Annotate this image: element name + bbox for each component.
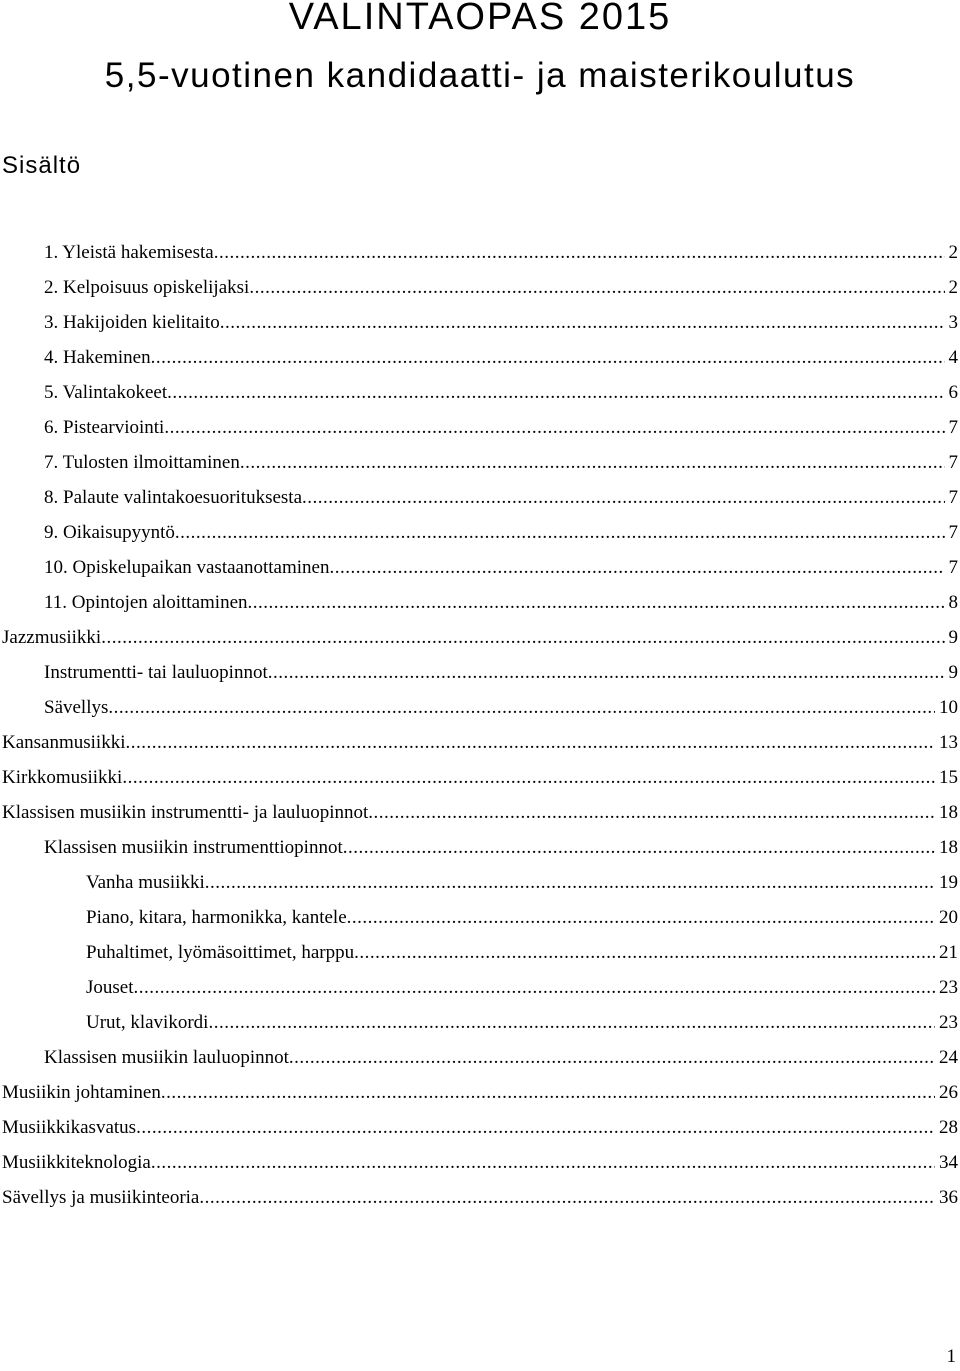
- toc-dot-leader: [108, 690, 935, 725]
- toc-dot-leader: [368, 795, 935, 830]
- toc-dot-leader: [302, 480, 944, 515]
- toc-entry-label: Musiikin johtaminen: [2, 1082, 161, 1103]
- toc-entry-label: Musiikkikasvatus: [2, 1117, 137, 1138]
- toc-entry-page: 9: [948, 627, 958, 648]
- toc-dot-leader: [329, 550, 944, 585]
- toc-entry-page: 28: [939, 1117, 958, 1138]
- toc-entry-label: 5. Valintakokeet: [44, 382, 168, 403]
- toc-entry-label: Vanha musiikki: [86, 872, 205, 893]
- toc-entry[interactable]: [0, 760, 958, 795]
- toc-dot-leader: [240, 445, 945, 480]
- document-subtitle: 5,5-vuotinen kandidaatti- ja maisterikoulutus: [104, 56, 856, 95]
- toc-dot-leader: [134, 970, 936, 1005]
- toc-entry-page: 18: [939, 802, 958, 823]
- toc-dot-leader: [220, 305, 945, 340]
- toc-entry[interactable]: [0, 270, 958, 305]
- toc-dot-leader: [151, 340, 945, 375]
- table-of-contents: [0, 235, 958, 1215]
- toc-entry-page: 7: [948, 417, 958, 438]
- toc-entry[interactable]: [0, 725, 958, 760]
- toc-entry[interactable]: [0, 445, 958, 480]
- toc-dot-leader: [343, 830, 935, 865]
- toc-entry[interactable]: [0, 340, 958, 375]
- toc-dot-leader: [136, 1110, 935, 1145]
- toc-entry-page: 9: [948, 662, 958, 683]
- toc-entry-page: 7: [948, 522, 958, 543]
- toc-entry-label: 10. Opiskelupaikan vastaanottaminen: [44, 557, 330, 578]
- toc-entry-page: 19: [939, 872, 958, 893]
- toc-entry[interactable]: [0, 550, 958, 585]
- toc-entry[interactable]: [0, 865, 958, 900]
- toc-entry[interactable]: [0, 690, 958, 725]
- toc-dot-leader: [347, 900, 935, 935]
- toc-entry-label: 7. Tulosten ilmoittaminen: [44, 452, 240, 473]
- toc-entry[interactable]: [0, 375, 958, 410]
- toc-entry-label: Musiikkiteknologia: [2, 1152, 151, 1173]
- toc-entry-page: 20: [939, 907, 958, 928]
- toc-entry-page: 36: [939, 1187, 958, 1208]
- toc-entry-label: Jouset: [86, 977, 134, 998]
- toc-entry[interactable]: [0, 1075, 958, 1110]
- toc-dot-leader: [164, 410, 944, 445]
- toc-entry-label: Jazzmusiikki: [2, 627, 102, 648]
- toc-entry-page: 23: [939, 1012, 958, 1033]
- toc-entry-label: Kansanmusiikki: [2, 732, 126, 753]
- toc-entry-page: 18: [939, 837, 958, 858]
- toc-entry-label: Puhaltimet, lyömäsoittimet, harppu: [86, 942, 355, 963]
- toc-entry-label: 6. Pistearviointi: [44, 417, 165, 438]
- toc-entry-label: 2. Kelpoisuus opiskelijaksi: [44, 277, 250, 298]
- toc-dot-leader: [122, 760, 935, 795]
- toc-entry-label: Klassisen musiikin lauluopinnot: [44, 1047, 289, 1068]
- toc-entry-label: 1. Yleistä hakemisesta: [44, 242, 214, 263]
- toc-entry-label: Klassisen musiikin instrumentti- ja lauluopinnot: [2, 802, 369, 823]
- toc-entry-page: 3: [948, 312, 958, 333]
- toc-entry[interactable]: [0, 235, 958, 270]
- toc-dot-leader: [161, 1075, 935, 1110]
- toc-entry[interactable]: [0, 305, 958, 340]
- toc-entry[interactable]: [0, 1110, 958, 1145]
- toc-entry-page: 2: [948, 242, 958, 263]
- toc-entry-label: Sävellys ja musiikinteoria: [2, 1187, 200, 1208]
- toc-dot-leader: [354, 935, 935, 970]
- toc-entry-label: Piano, kitara, harmonikka, kantele: [86, 907, 347, 928]
- toc-entry[interactable]: [0, 585, 958, 620]
- toc-entry-page: 34: [939, 1152, 958, 1173]
- toc-entry[interactable]: [0, 1040, 958, 1075]
- toc-dot-leader: [175, 515, 945, 550]
- toc-entry[interactable]: [0, 1145, 958, 1180]
- toc-entry-label: Instrumentti- tai lauluopinnot: [44, 662, 268, 683]
- toc-entry[interactable]: [0, 515, 958, 550]
- toc-dot-leader: [126, 725, 936, 760]
- toc-entry-label: 3. Hakijoiden kielitaito: [44, 312, 220, 333]
- toc-entry-label: Klassisen musiikin instrumenttiopinnot: [44, 837, 343, 858]
- toc-entry-page: 8: [948, 592, 958, 613]
- toc-entry[interactable]: [0, 935, 958, 970]
- toc-dot-leader: [205, 865, 935, 900]
- toc-dot-leader: [167, 375, 944, 410]
- toc-entry[interactable]: [0, 620, 958, 655]
- toc-entry-page: 26: [939, 1082, 958, 1103]
- toc-entry[interactable]: [0, 1005, 958, 1040]
- toc-dot-leader: [268, 655, 945, 690]
- page-number: 1: [946, 1346, 956, 1367]
- toc-entry-label: 4. Hakeminen: [44, 347, 151, 368]
- toc-entry-page: 15: [939, 767, 958, 788]
- toc-dot-leader: [214, 235, 945, 270]
- toc-entry-page: 6: [948, 382, 958, 403]
- toc-entry[interactable]: [0, 410, 958, 445]
- toc-dot-leader: [208, 1005, 935, 1040]
- toc-dot-leader: [248, 585, 945, 620]
- toc-dot-leader: [289, 1040, 935, 1075]
- toc-dot-leader: [199, 1180, 935, 1215]
- toc-entry[interactable]: [0, 795, 958, 830]
- toc-dot-leader: [151, 1145, 935, 1180]
- toc-entry-label: Sävellys: [44, 697, 109, 718]
- toc-entry[interactable]: [0, 830, 958, 865]
- toc-entry-label: Urut, klavikordi: [86, 1012, 209, 1033]
- toc-entry-page: 24: [939, 1047, 958, 1068]
- toc-entry[interactable]: [0, 970, 958, 1005]
- toc-entry-page: 7: [948, 452, 958, 473]
- toc-dot-leader: [249, 270, 944, 305]
- toc-entry[interactable]: [0, 900, 958, 935]
- toc-entry-page: 10: [939, 697, 958, 718]
- toc-entry-page: 2: [948, 277, 958, 298]
- document-title: VALINTAOPAS 2015: [288, 0, 672, 38]
- toc-entry-page: 7: [948, 557, 958, 578]
- toc-entry-page: 21: [939, 942, 958, 963]
- toc-entry-label: 9. Oikaisupyyntö: [44, 522, 175, 543]
- toc-entry-page: 13: [939, 732, 958, 753]
- toc-entry-page: 7: [948, 487, 958, 508]
- toc-entry[interactable]: [0, 655, 958, 690]
- toc-entry[interactable]: [0, 480, 958, 515]
- toc-entry-page: 4: [948, 347, 958, 368]
- toc-entry-label: 11. Opintojen aloittaminen: [44, 592, 248, 613]
- toc-entry-label: 8. Palaute valintakoesuorituksesta: [44, 487, 303, 508]
- toc-entry-label: Kirkkomusiikki: [2, 767, 123, 788]
- toc-heading: Sisältö: [2, 152, 82, 179]
- toc-entry-page: 23: [939, 977, 958, 998]
- toc-entry[interactable]: [0, 1180, 958, 1215]
- toc-dot-leader: [101, 620, 944, 655]
